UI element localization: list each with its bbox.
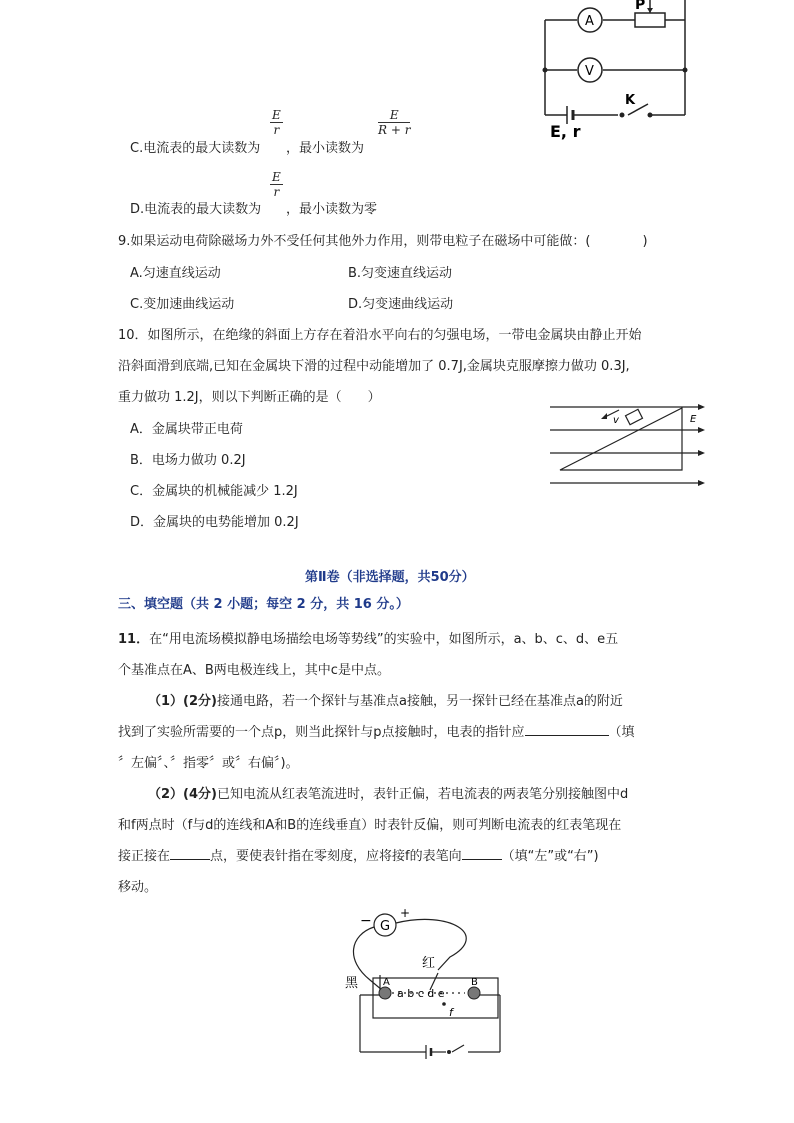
ammeter-label: A [585, 14, 594, 29]
answer-blank-3[interactable] [462, 847, 502, 860]
q9-stem: 9.如果运动电荷除磁场力外不受任何其他外力作用，则带电粒子在磁场中可能做：( ) [118, 234, 648, 249]
q9-option-d: D.匀变速曲线运动 [348, 297, 454, 312]
q11-p2-line3-a: 接正接在 [118, 849, 171, 864]
q10-option-d: D．金属块的电势能增加 0.2J [130, 515, 299, 530]
velocity-label: v [613, 415, 619, 426]
q11-p2-line2: 和f两点时（f与d的连线和A和B的连线垂直）时表针反偏，则可判断电流表的红表笔现在 [118, 818, 622, 833]
part2-title: 第Ⅱ卷（非选择题，共50分） [305, 570, 475, 585]
option-c-prefix: C.电流表的最大读数为 [130, 141, 261, 156]
incline-field-diagram [545, 400, 710, 490]
q11-p1-label: （1）(2分) [148, 694, 217, 709]
q11-number: 11． [118, 632, 150, 647]
answer-blank-1[interactable] [525, 723, 609, 736]
q11-p1-line1: 接通电路，若一个探针与基准点a接触，另一探针已经在基准点a的附近 [216, 694, 623, 709]
minus-sign: − [360, 913, 372, 929]
voltmeter-label: V [585, 64, 594, 79]
option-d-prefix: D.电流表的最大读数为 [130, 202, 262, 217]
equipotential-experiment-diagram [340, 905, 510, 1060]
point-f-label: f [449, 1006, 453, 1019]
switch-label: K [625, 93, 636, 108]
q11-p2-label: （2）(4分) [148, 787, 217, 802]
q11-p1-line2: 找到了实验所需要的一个点p，则当此探针与p点接触时，电表的指针应 [118, 725, 525, 740]
option-d-suffix: ，最小读数为零 [286, 202, 378, 217]
q11-line2: 个基准点在A、B两电极连线上，其中c是中点。 [118, 663, 390, 678]
q10-line2: 沿斜面滑到底端,已知在金属块下滑的过程中动能增加了 0.7J,金属块克服摩擦力做功 0.3J, [118, 359, 630, 374]
q11-p1-line3: 〞左偏〞、〞指零〞或〞右偏〞)。 [118, 756, 299, 771]
plus-sign: + [400, 906, 411, 920]
q11-p1-line2-tail: （填 [608, 725, 635, 740]
q9-option-a: A.匀速直线运动 [130, 266, 221, 281]
answer-blank-2[interactable] [170, 847, 210, 860]
q11-p2-line3-c: （填“左”或“右”) [501, 849, 599, 864]
battery-label: E, r [550, 122, 581, 141]
field-label: E [690, 414, 697, 425]
q10-option-a: A．金属块带正电荷 [130, 422, 243, 437]
frac-c1: $\frac{E}{r}$ [272, 108, 281, 137]
circuit-diagram [530, 0, 700, 145]
frac-d: $\frac{E}{r}$ [272, 170, 281, 199]
rheostat-label: P [635, 0, 646, 13]
red-probe-label: 红 [422, 956, 436, 971]
galvanometer-label: G [380, 919, 391, 934]
q11-p2-line4: 移动。 [118, 880, 158, 895]
q11-line1: 在“用电流场模拟静电场描绘电场等势线”的实验中，如图所示，a、b、c、d、e五 [149, 632, 619, 647]
q11-p2-line3-b: 点，要使表针指在零刻度，应将接f的表笔向 [210, 849, 462, 864]
q9-option-b: B.匀变速直线运动 [348, 266, 453, 281]
q10-line3: 重力做功 1.2J，则以下判断正确的是（ ） [118, 390, 381, 405]
reference-points-label: a b c d e [397, 987, 445, 1000]
black-probe-label: 黑 [345, 976, 359, 991]
section3-title: 三、填空题（共 2 小题；每空 2 分，共 16 分。） [118, 597, 409, 612]
q10-option-b: B．电场力做功 0.2J [130, 453, 246, 468]
q9-option-c: C.变加速曲线运动 [130, 297, 235, 312]
electrode-a-label: A [383, 977, 390, 988]
electrode-b-label: B [471, 977, 478, 988]
q10-line1: 10．如图所示，在绝缘的斜面上方存在着沿水平向右的匀强电场，一带电金属块由静止开始 [118, 328, 642, 343]
frac-c2: $\frac{E}{R + r}$ [378, 108, 411, 137]
q10-option-c: C．金属块的机械能减少 1.2J [130, 484, 298, 499]
q11-p2-line1: 已知电流从红表笔流进时，表针正偏，若电流表的两表笔分别接触图中d [216, 787, 629, 802]
option-c-middle: ，最小读数为 [286, 141, 365, 156]
